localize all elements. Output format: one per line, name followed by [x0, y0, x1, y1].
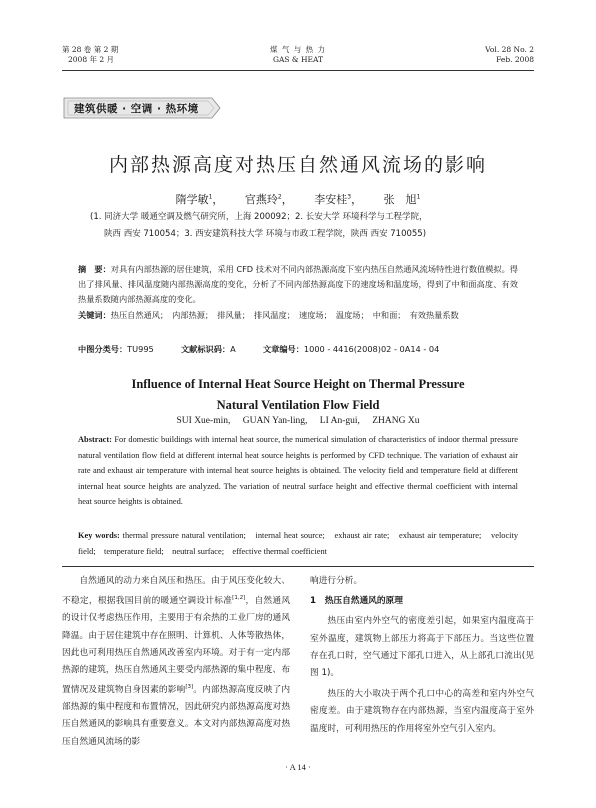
- abstract-rule: [62, 566, 534, 567]
- clc-label: 中图分类号：: [78, 344, 128, 354]
- citation: [3]: [185, 684, 194, 691]
- title-cn: 内部热源高度对热压自然通风流场的影响: [108, 154, 487, 176]
- title-en-line-2: Natural Ventilation Flow Field: [216, 398, 380, 412]
- abstract-en-label: Abstract:: [78, 435, 112, 444]
- classification-line: [78, 342, 518, 357]
- keywords-cn-label: 关键词：: [78, 310, 111, 320]
- author-cn-4: 张 旭$^1$: [383, 193, 421, 206]
- article-number-value: 1000 - 4416(2008)02 - 0A14 - 04: [303, 344, 440, 354]
- abstract-cn-text: 对具有内部热源的居住建筑，采用 CFD 技术对不同内部热源高度下室内热压自然通风流场特性进行数值模拟。得出了排风量、排风温度随内部热源高度的变化，分析了不同内部热源高度下的速度场和温度场，得到了中和面高度、有效热量系数随内部热源高度的变化。: [78, 264, 518, 304]
- date-cn: 2008 年 2 月: [68, 55, 115, 64]
- abstract-en-text: For domestic buildings with internal heat source, the numerical simulation of characteristics of indoor thermal pressure natural ventilation flow field at different internal heat source heights is performed by CFD technique. The variation of exhaust air rate and exhaust air temperature with internal heat source heights is obtained. The velocity field and temperature field at different internal heat source heights are analyzed. The variation of neutral surface height and effective thermal coefficient with internal heat source heights is obtained.: [78, 435, 518, 507]
- author-en-2: GUAN Yan-ling,: [242, 416, 308, 426]
- section-heading: 1 热压自然通风的原理: [310, 596, 403, 607]
- keywords-cn-text: 热压自然通风； 内部热源； 排风量； 排风温度； 速度场； 温度场； 中和面； 有效热量系数: [110, 310, 459, 320]
- header-right: [485, 45, 534, 65]
- section-banner: [62, 96, 222, 120]
- authors-en: [0, 416, 596, 426]
- author-cn-3: 李安桂$^3$，: [314, 193, 363, 206]
- author-en-3: LI An-gui,: [319, 416, 360, 426]
- abstract-cn: [78, 262, 518, 307]
- article-number-label: 文章编号：: [262, 344, 304, 354]
- author-en-4: ZHANG Xu: [372, 416, 420, 426]
- title-en: [0, 374, 596, 416]
- affiliation-line-1: (1. 同济大学 暖通空调及燃气研究所，上海 200092；2. 长安大学 环境科学与工程学院，: [90, 212, 428, 222]
- affiliation-line-2: 陕西 西安 710054；3. 西安建筑科技大学 环境与市政工程学院，陕西 西安 710055): [104, 229, 427, 239]
- body-paragraph: 自然通风的动力来自风压和热压。由于风压变化较大、不稳定，根据我国目前的暖通空调设计标准[1,2]，自然通风的设计仅考虑热压作用，主要用于有余热的工业厂房的通风降温。由于居住建筑中存在照明、计算机、人体等散热体，因此也可利用热压自然通风改善室内环境。对于有一定内部热源的建筑，热压自然通风主要受内部热源的集中程度、布置情况及建筑物自身因素的影响[3]。内部热源高度反映了内部热源的集中程度和布置情况，因此研究内部热源高度对热压自然通风的影响具有重要意义。本文对内部热源高度对热压自然通风流场的影: [62, 576, 291, 747]
- abstract-en: [78, 432, 518, 510]
- keywords-cn: [62, 308, 534, 323]
- volume-cn: 第 28 卷 第 2 期: [62, 45, 119, 54]
- authors-cn: [0, 191, 596, 207]
- body-left-column: [62, 573, 290, 751]
- abstract-cn-label: 摘 要：: [78, 264, 111, 274]
- body-paragraph: 响进行分析。: [310, 576, 363, 586]
- author-cn-2: 官燕玲$^2$，: [244, 193, 293, 206]
- author-cn-1: 隋学敏$^1$，: [175, 193, 224, 206]
- clc-value: TU995: [127, 344, 154, 354]
- body-right-column: [310, 573, 534, 738]
- keywords-en-label: Key words:: [78, 531, 120, 540]
- date-en: Feb. 2008: [496, 55, 534, 64]
- header-rule: [62, 70, 534, 71]
- keywords-en: [78, 528, 518, 560]
- journal-en: GAS & HEAT: [272, 55, 323, 64]
- page-number: · A 14 ·: [285, 762, 311, 772]
- volume-en: Vol. 28 No. 2: [485, 45, 534, 54]
- journal-cn: 煤 气 与 热 力: [269, 45, 327, 54]
- body-paragraph: 热压的大小取决于两个孔口中心的高差和室内外空气密度差。由于建筑物存在内部热源，当室内温度高于室外温度时，可利用热压的作用将室外空气引入室内。: [310, 689, 534, 734]
- keywords-en-text: thermal pressure natural ventilation; internal heat source; exhaust air rate; exhaust air temperature; velocity field; temperature field; neutral surface; effective thermal coefficient: [78, 531, 519, 556]
- title-en-line-1: Influence of Internal Heat Source Height on Thermal Pressure: [131, 377, 465, 391]
- author-en-1: SUI Xue-min,: [176, 416, 231, 426]
- doc-code-value: A: [230, 344, 236, 354]
- doc-code-label: 文献标识码：: [180, 344, 231, 354]
- citation: [1,2]: [232, 595, 246, 602]
- banner-section-label: 建筑供暖 · 空调 · 热环境: [74, 103, 199, 115]
- body-paragraph: 热压由室内外空气的密度差引起，如果室内温度高于室外温度，建筑物上部压力将高于下部压力。当这些位置存在孔口时，空气通过下部孔口进入，从上部孔口流出(见图 1)。: [310, 616, 534, 679]
